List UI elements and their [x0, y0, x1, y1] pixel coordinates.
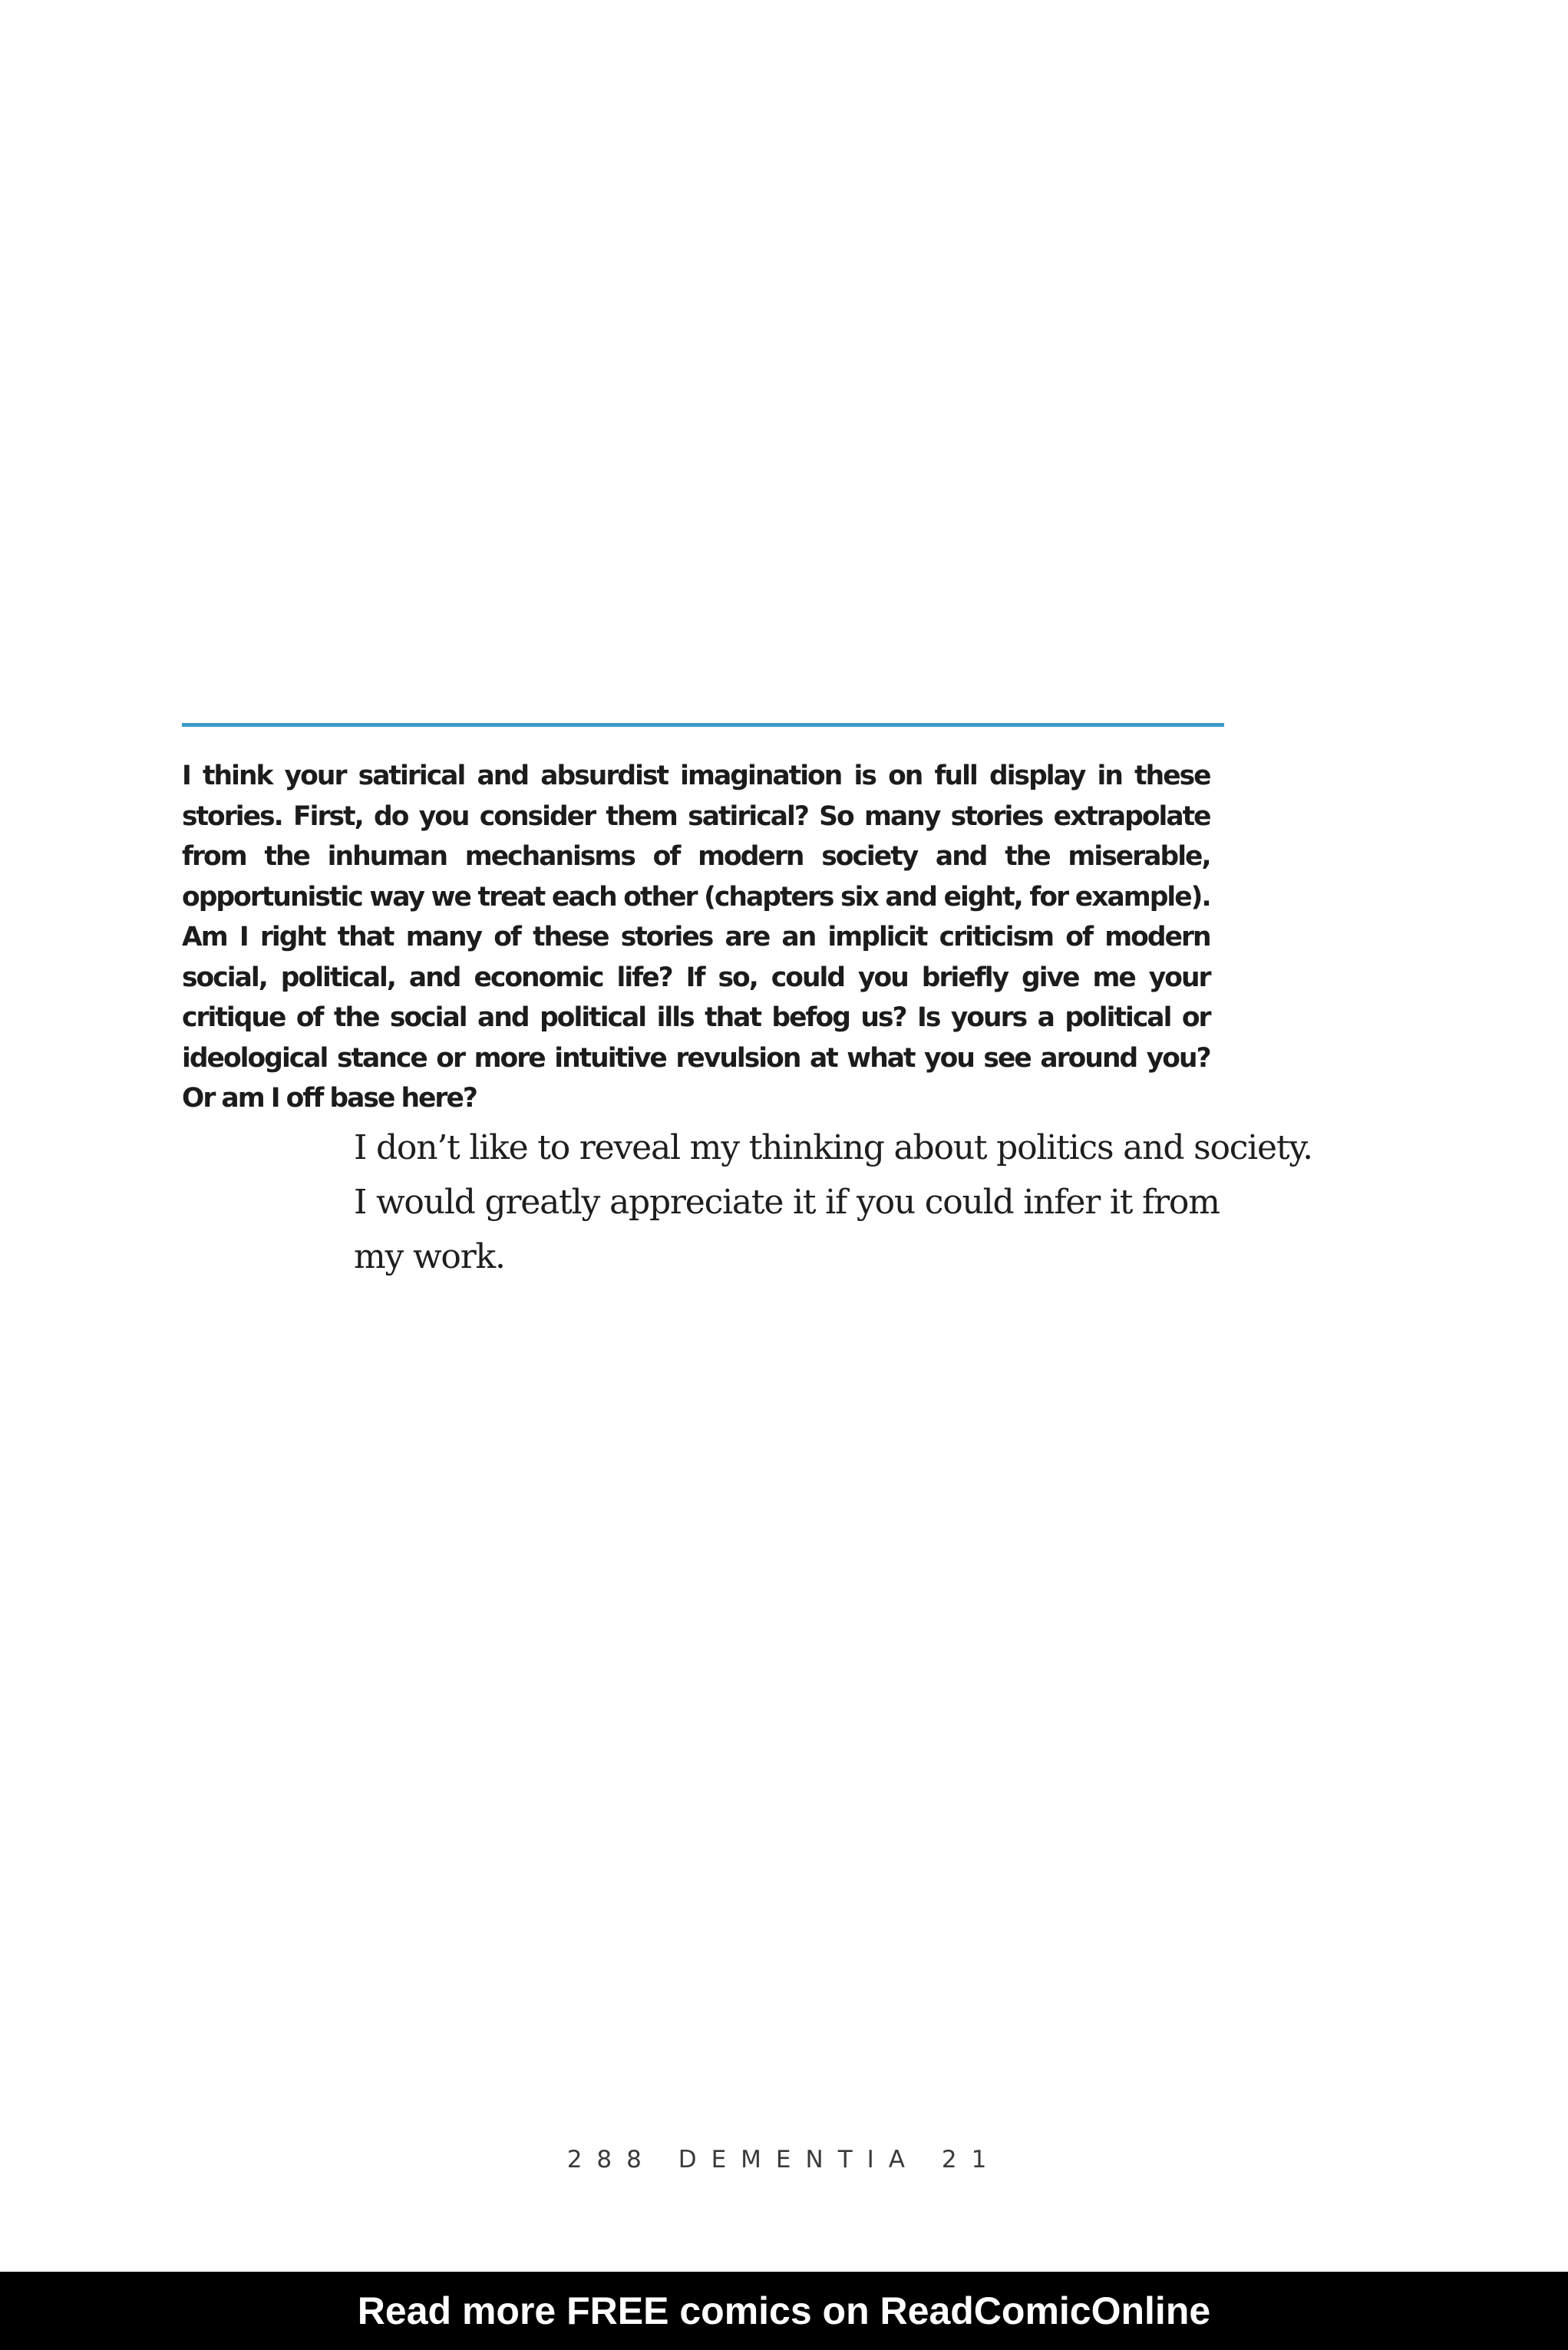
answer-line: I would greatly appreciate it if you could infer it from — [354, 1183, 1220, 1222]
interview-question: I think your satirical and absurdist imagination is on full display in these stories. First, do you consider them satirical? So many stories extrapolate from the inhuman mechanisms of modern society and the miserable, opportunistic way we treat each other (chapters six and eight, for example). Am I right that many of these stories are an implicit criticism of modern social, political, and economic life? If so, could you briefly give me your critique of the social and political ills that befog us? Is yours a political or ideological stance or more intuitive revulsion at what you see around you? Or am I off base here? — [182, 761, 1210, 1114]
answer-line: my work. — [354, 1237, 505, 1276]
interview-answer — [354, 1121, 1428, 1284]
promo-banner[interactable]: Read more FREE comics on ReadComicOnline — [0, 2272, 1568, 2350]
page-folio: 288 DEMENTIA 21 — [566, 2146, 1002, 2173]
answer-line: I don’t like to reveal my thinking about politics and society. — [354, 1128, 1312, 1167]
section-divider — [182, 723, 1224, 727]
